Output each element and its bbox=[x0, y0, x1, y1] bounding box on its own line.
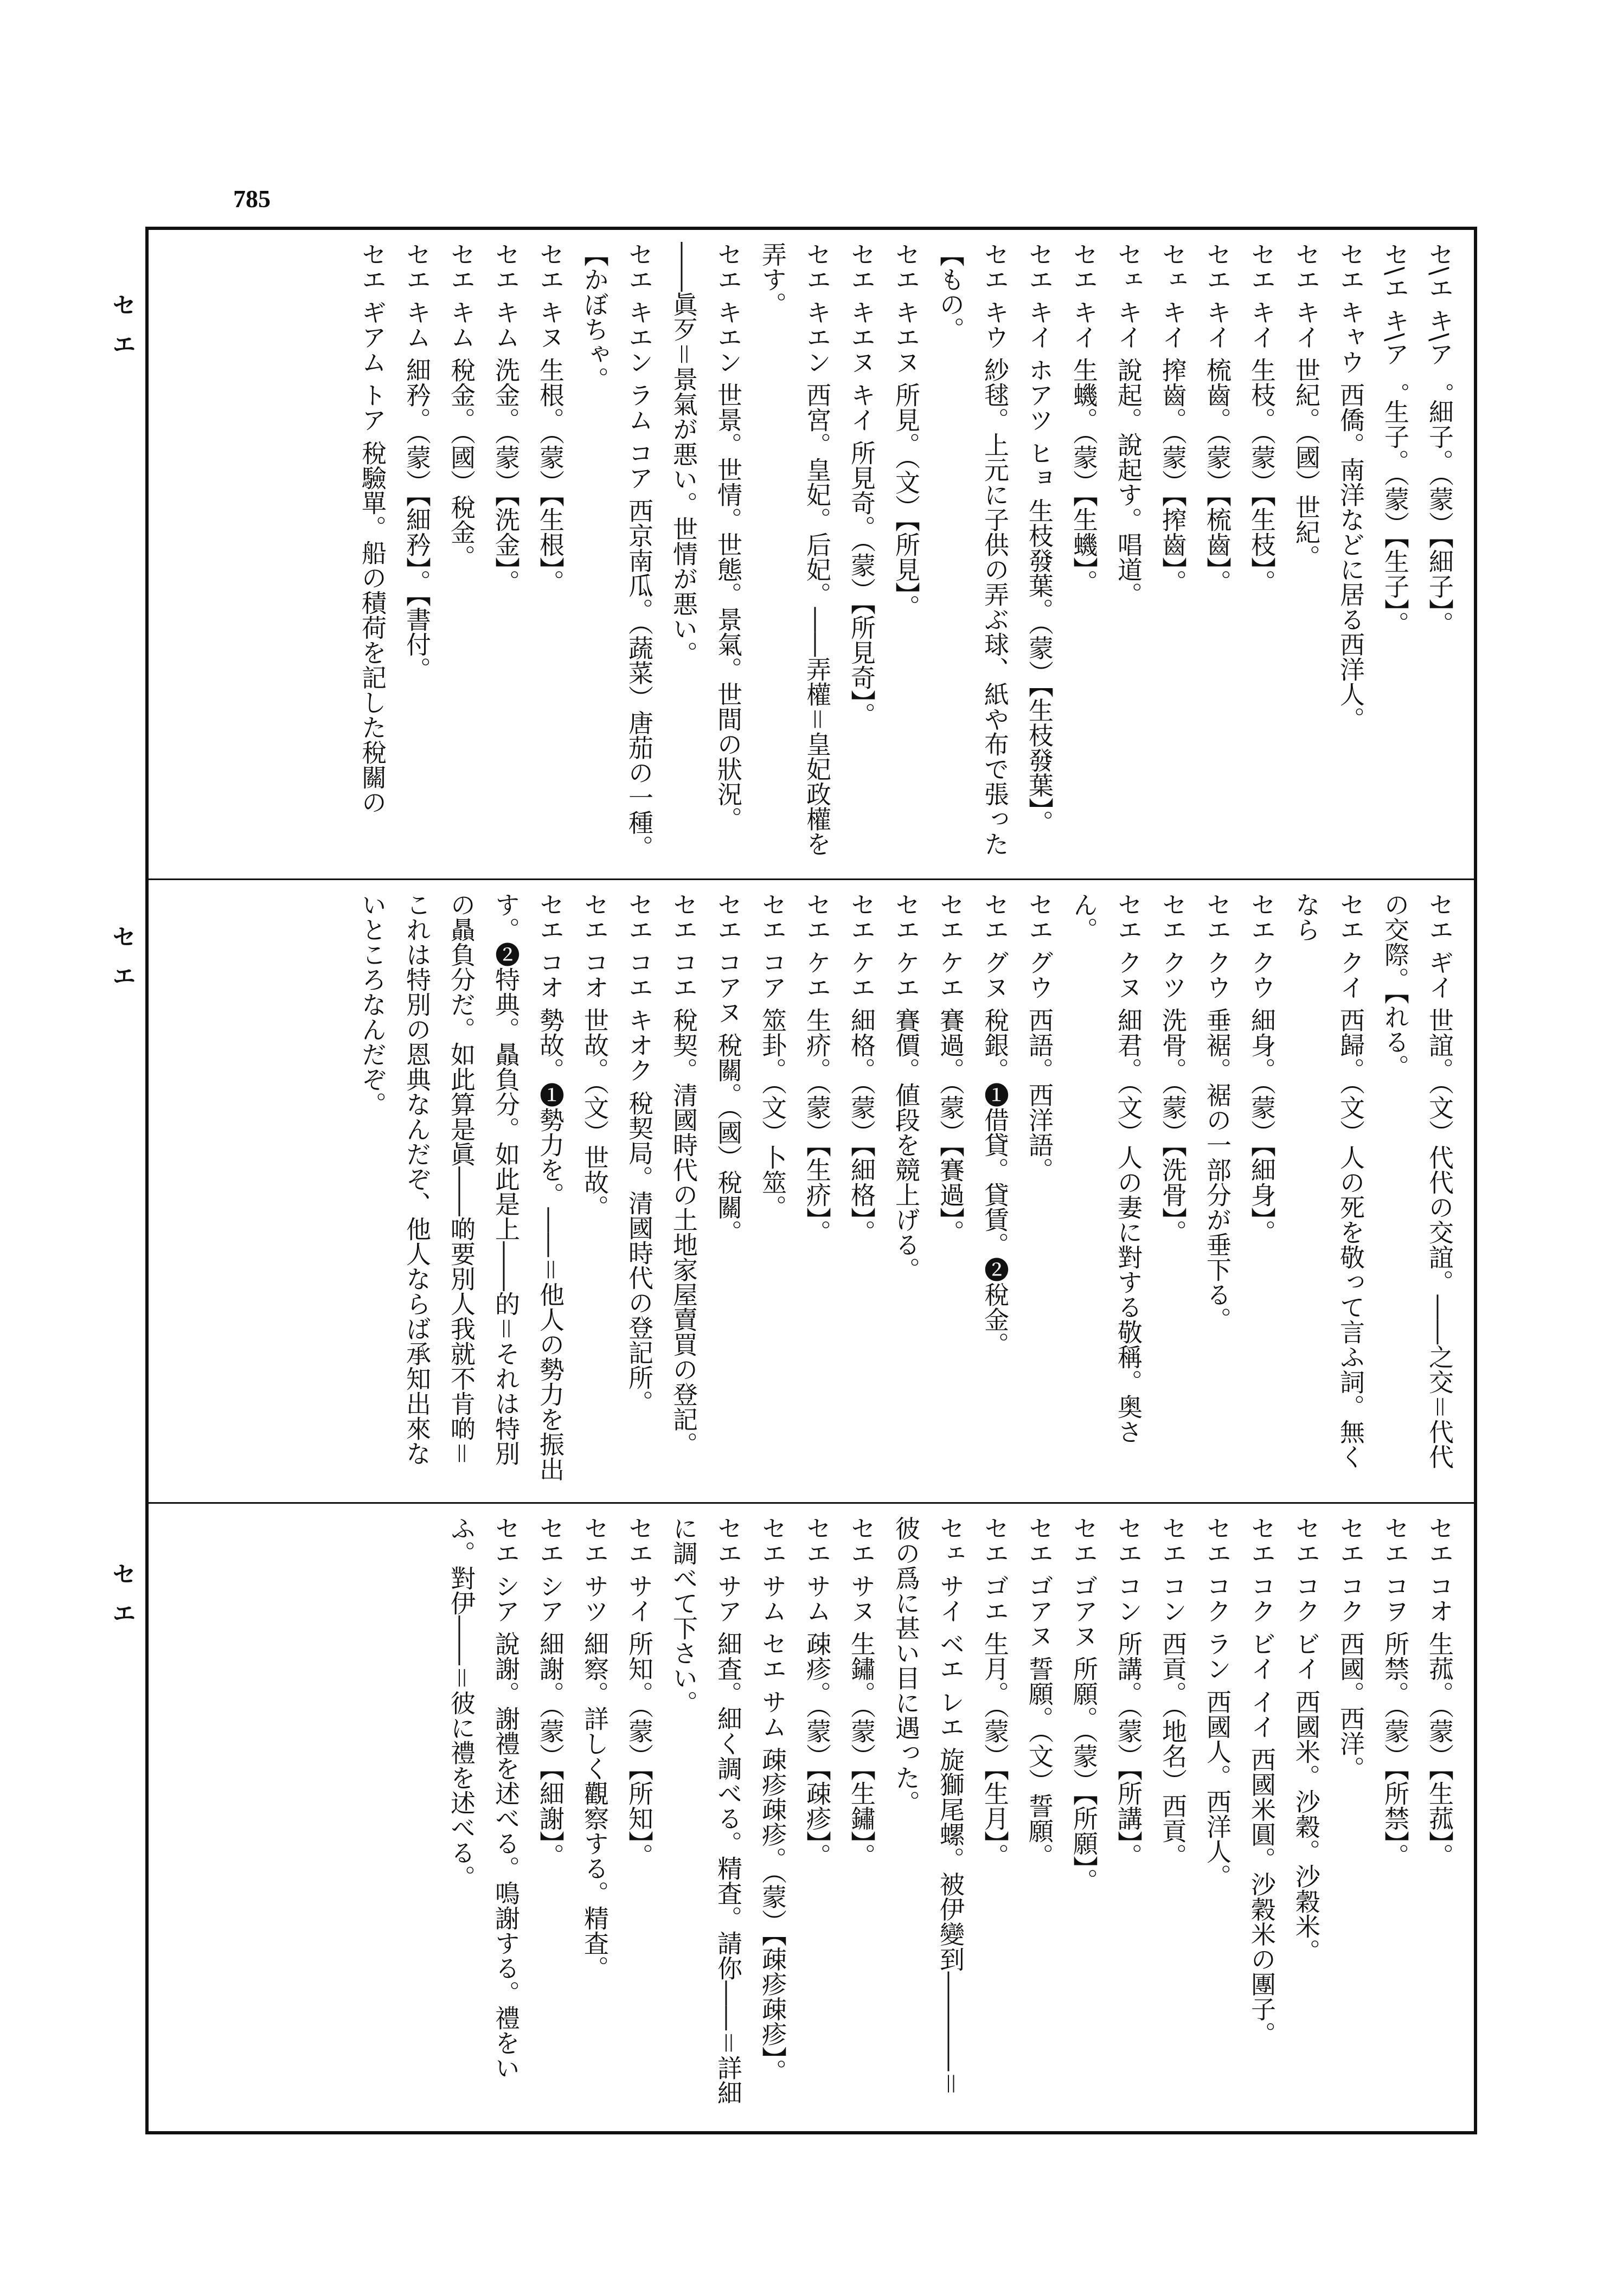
dictionary-entry: セエ キヌ 生根。（蒙）【生根】。 bbox=[536, 242, 565, 595]
side-label-top: セエ bbox=[108, 293, 136, 371]
dictionary-frame bbox=[145, 227, 1477, 2134]
dictionary-entry: セエ サツ 細察。詳しく觀察する。精査。 bbox=[580, 1516, 610, 1981]
dictionary-entry: セエ クヌ 細君。（文）人の妻に對する敬稱。奥さん。 bbox=[1069, 892, 1143, 1445]
dictionary-entry: セエ サム セエ サム 疎疹疎疹。（蒙）【疎疹疎疹】。 bbox=[758, 1516, 787, 2084]
entry-band-top bbox=[149, 230, 1474, 878]
dictionary-entry: セエ グウ 西語。西洋語。 bbox=[1025, 892, 1054, 1183]
dictionary-entry: セエ ギアム トア 稅驗單。船の積荷を記した稅關の bbox=[358, 242, 387, 814]
dictionary-entry: セ\エ キ\ア゜ 細子。（蒙）【細子】。 bbox=[1425, 242, 1454, 637]
dictionary-entry: セエ コオ 世故。（文）世故。 bbox=[580, 892, 610, 1220]
dictionary-entry: セエ キイ 生蟣。（蒙）【生蟣】。 bbox=[1069, 242, 1099, 595]
dictionary-entry: セエ コエ キオク 稅契局。清國時代の登記所。 bbox=[625, 892, 654, 1415]
dictionary-entry: セェ キイ 說起。說起す。唱道。 bbox=[1114, 242, 1143, 607]
dictionary-entry: セエ サイ 所知。（蒙）【所知】。 bbox=[625, 1516, 654, 1869]
dictionary-entry: セエ ゴアヌ 誓願。（文）誓願。 bbox=[1025, 1516, 1054, 1869]
dictionary-entry: セエ キイ 生枝。（蒙）【生枝】。 bbox=[1247, 242, 1276, 595]
dictionary-entry: セエ ゴアヌ 所願。（蒙）【所願】。 bbox=[1069, 1516, 1099, 1894]
dictionary-entry: セエ コア 筮卦。（文）卜筮。 bbox=[758, 892, 787, 1220]
dictionary-entry: セェ サイ ベエ レエ 旋獅尾螺。被伊變到――――＝彼の爲に甚い目に遇った。 bbox=[891, 1516, 965, 2096]
page-number: 785 bbox=[233, 185, 271, 213]
dictionary-entry: セエ コエ 稅契。清國時代の土地家屋賣買の登記。 bbox=[669, 892, 698, 1457]
dictionary-entry: セエ ケエ 生疥。（蒙）【生疥】。 bbox=[803, 892, 832, 1245]
entry-columns bbox=[161, 892, 1462, 1490]
entry-columns bbox=[161, 1516, 1462, 2119]
dictionary-entry: セエ コク ビイ イイ 西國米圓。沙穀米の團子。 bbox=[1247, 1516, 1276, 2047]
dictionary-entry: セエ キム 洗金。（蒙）【洗金】。 bbox=[491, 242, 521, 595]
dictionary-entry: セエ サア 細査。細く調べる。精査。請你――＝詳細に調べて下さい。 bbox=[669, 1516, 743, 2106]
dictionary-entry: セェ キイ 搾齒。（蒙）【搾齒】。 bbox=[1158, 242, 1188, 595]
dictionary-entry: セエ コン 西貢。（地名）西貢。 bbox=[1158, 1516, 1188, 1869]
dictionary-entry: セエ クイ 西歸。（文）人の死を敬って言ふ詞。無くなら bbox=[1292, 892, 1365, 1470]
dictionary-entry: セエ コオ 勢故。❶勢力を。――＝他人の勢力を振出す。❷特典。贔負分。如此是上――的＝それは特別の贔負分だ。如此算是眞――啲要別人我就不肯啲＝これは特別の恩典なんだぞ、他人ならば承知出來ないところなんだぞ。 bbox=[358, 892, 565, 1482]
dictionary-entry: セエ サム 疎疹。（蒙）【疎疹】。 bbox=[803, 1516, 832, 1869]
dictionary-entry: セエ シア 說謝。謝禮を述べる。鳴謝する。禮をいふ。對伊――＝彼に禮を述べる。 bbox=[447, 1516, 521, 2081]
dictionary-entry: セエ コク 西國。西洋。 bbox=[1336, 1516, 1365, 1781]
dictionary-entry: セエ クツ 洗骨。（蒙）【洗骨】。 bbox=[1158, 892, 1188, 1245]
entry-band-bottom bbox=[149, 1502, 1474, 2131]
dictionary-entry: セエ コオ 生菰。（蒙）【生菰】。 bbox=[1425, 1516, 1454, 1869]
dictionary-entry: セエ クウ 細身。（蒙）【細身】。 bbox=[1247, 892, 1276, 1245]
dictionary-entry: セエ コク ビイ 西國米。沙穀。沙穀米。 bbox=[1292, 1516, 1321, 1964]
dictionary-entry: セエ ギイ 世誼。（文）代代の交誼。――之交＝代代の交際。【れる。 bbox=[1381, 892, 1454, 1470]
dictionary-entry: セ\エ キ\ア゜ 生子。（蒙）【生子】。 bbox=[1381, 242, 1410, 637]
dictionary-entry: セエ ケエ 賽過。（蒙）【賽過】。 bbox=[936, 892, 965, 1245]
dictionary-entry: セエ ゴエ 生月。（蒙）【生月】。 bbox=[980, 1516, 1010, 1869]
dictionary-entry: セエ コアヌ 稅關。（國）稅關。 bbox=[714, 892, 743, 1245]
dictionary-entry: セエ キム 細矜。（蒙）【細矜】。【書付。 bbox=[402, 242, 432, 682]
dictionary-entry: セエ キエン ラム コア 西京南瓜。（蔬菜）唐茄の一種。【かぼちゃ。 bbox=[580, 242, 654, 860]
dictionary-entry: セエ クウ 垂裾。裾の一部分が垂下る。 bbox=[1203, 892, 1232, 1332]
dictionary-entry: セエ キム 稅金。（國）稅金。 bbox=[447, 242, 476, 570]
side-label-bottom: セエ bbox=[108, 1562, 136, 1640]
dictionary-entry: セエ グヌ 稅銀。❶借貸。貸賃。❷稅金。 bbox=[980, 892, 1010, 1357]
dictionary-entry: セエ シア 細謝。（蒙）【細謝】。 bbox=[536, 1516, 565, 1869]
dictionary-entry: セエ キエン 世景。世情。世態。景氣。世間の狀況。――眞歹＝景氣が悪い。世情が悪い。 bbox=[669, 242, 743, 832]
dictionary-entry: セエ キエヌ 所見。（文）【所見】。 bbox=[891, 242, 921, 620]
dictionary-entry: セエ キャウ 西僑。南洋などに居る西洋人。 bbox=[1336, 242, 1365, 732]
dictionary-entry: セエ キエヌ キイ 所見奇。（蒙）【所見奇】。 bbox=[847, 242, 876, 727]
dictionary-entry: セエ サヌ 生鏽。（蒙）【生鏽】。 bbox=[847, 1516, 876, 1869]
dictionary-entry: セエ キウ 紗毬。上元に子供の弄ぶ球、紙や布で張った【もの。 bbox=[936, 242, 1010, 857]
dictionary-entry: セエ キイ 世紀。（國）世紀。 bbox=[1292, 242, 1321, 570]
side-label-middle: セエ bbox=[108, 925, 136, 1003]
dictionary-entry: セエ キイ 梳齒。（蒙）【梳齒】。 bbox=[1203, 242, 1232, 595]
dictionary-entry: セエ ケエ 賽價。値段を競上げる。 bbox=[891, 892, 921, 1282]
entry-columns bbox=[161, 242, 1462, 867]
dictionary-entry: セエ コク ラン 西國人。西洋人。 bbox=[1203, 1516, 1232, 1889]
dictionary-entry: セエ ケエ 細格。（蒙）【細格】。 bbox=[847, 892, 876, 1245]
dictionary-entry: セエ キイ ホアツ ヒョ 生枝發葉。（蒙）【生枝發葉】。 bbox=[1025, 242, 1054, 835]
dictionary-entry: セエ キエン 西宮。皇妃。后妃。――弄權＝皇妃政權を弄す。 bbox=[758, 242, 832, 857]
dictionary-entry: セエ コヲ 所禁。（蒙）【所禁】。 bbox=[1381, 1516, 1410, 1869]
dictionary-entry: セエ コン 所講。（蒙）【所講】。 bbox=[1114, 1516, 1143, 1869]
entry-band-middle bbox=[149, 878, 1474, 1502]
